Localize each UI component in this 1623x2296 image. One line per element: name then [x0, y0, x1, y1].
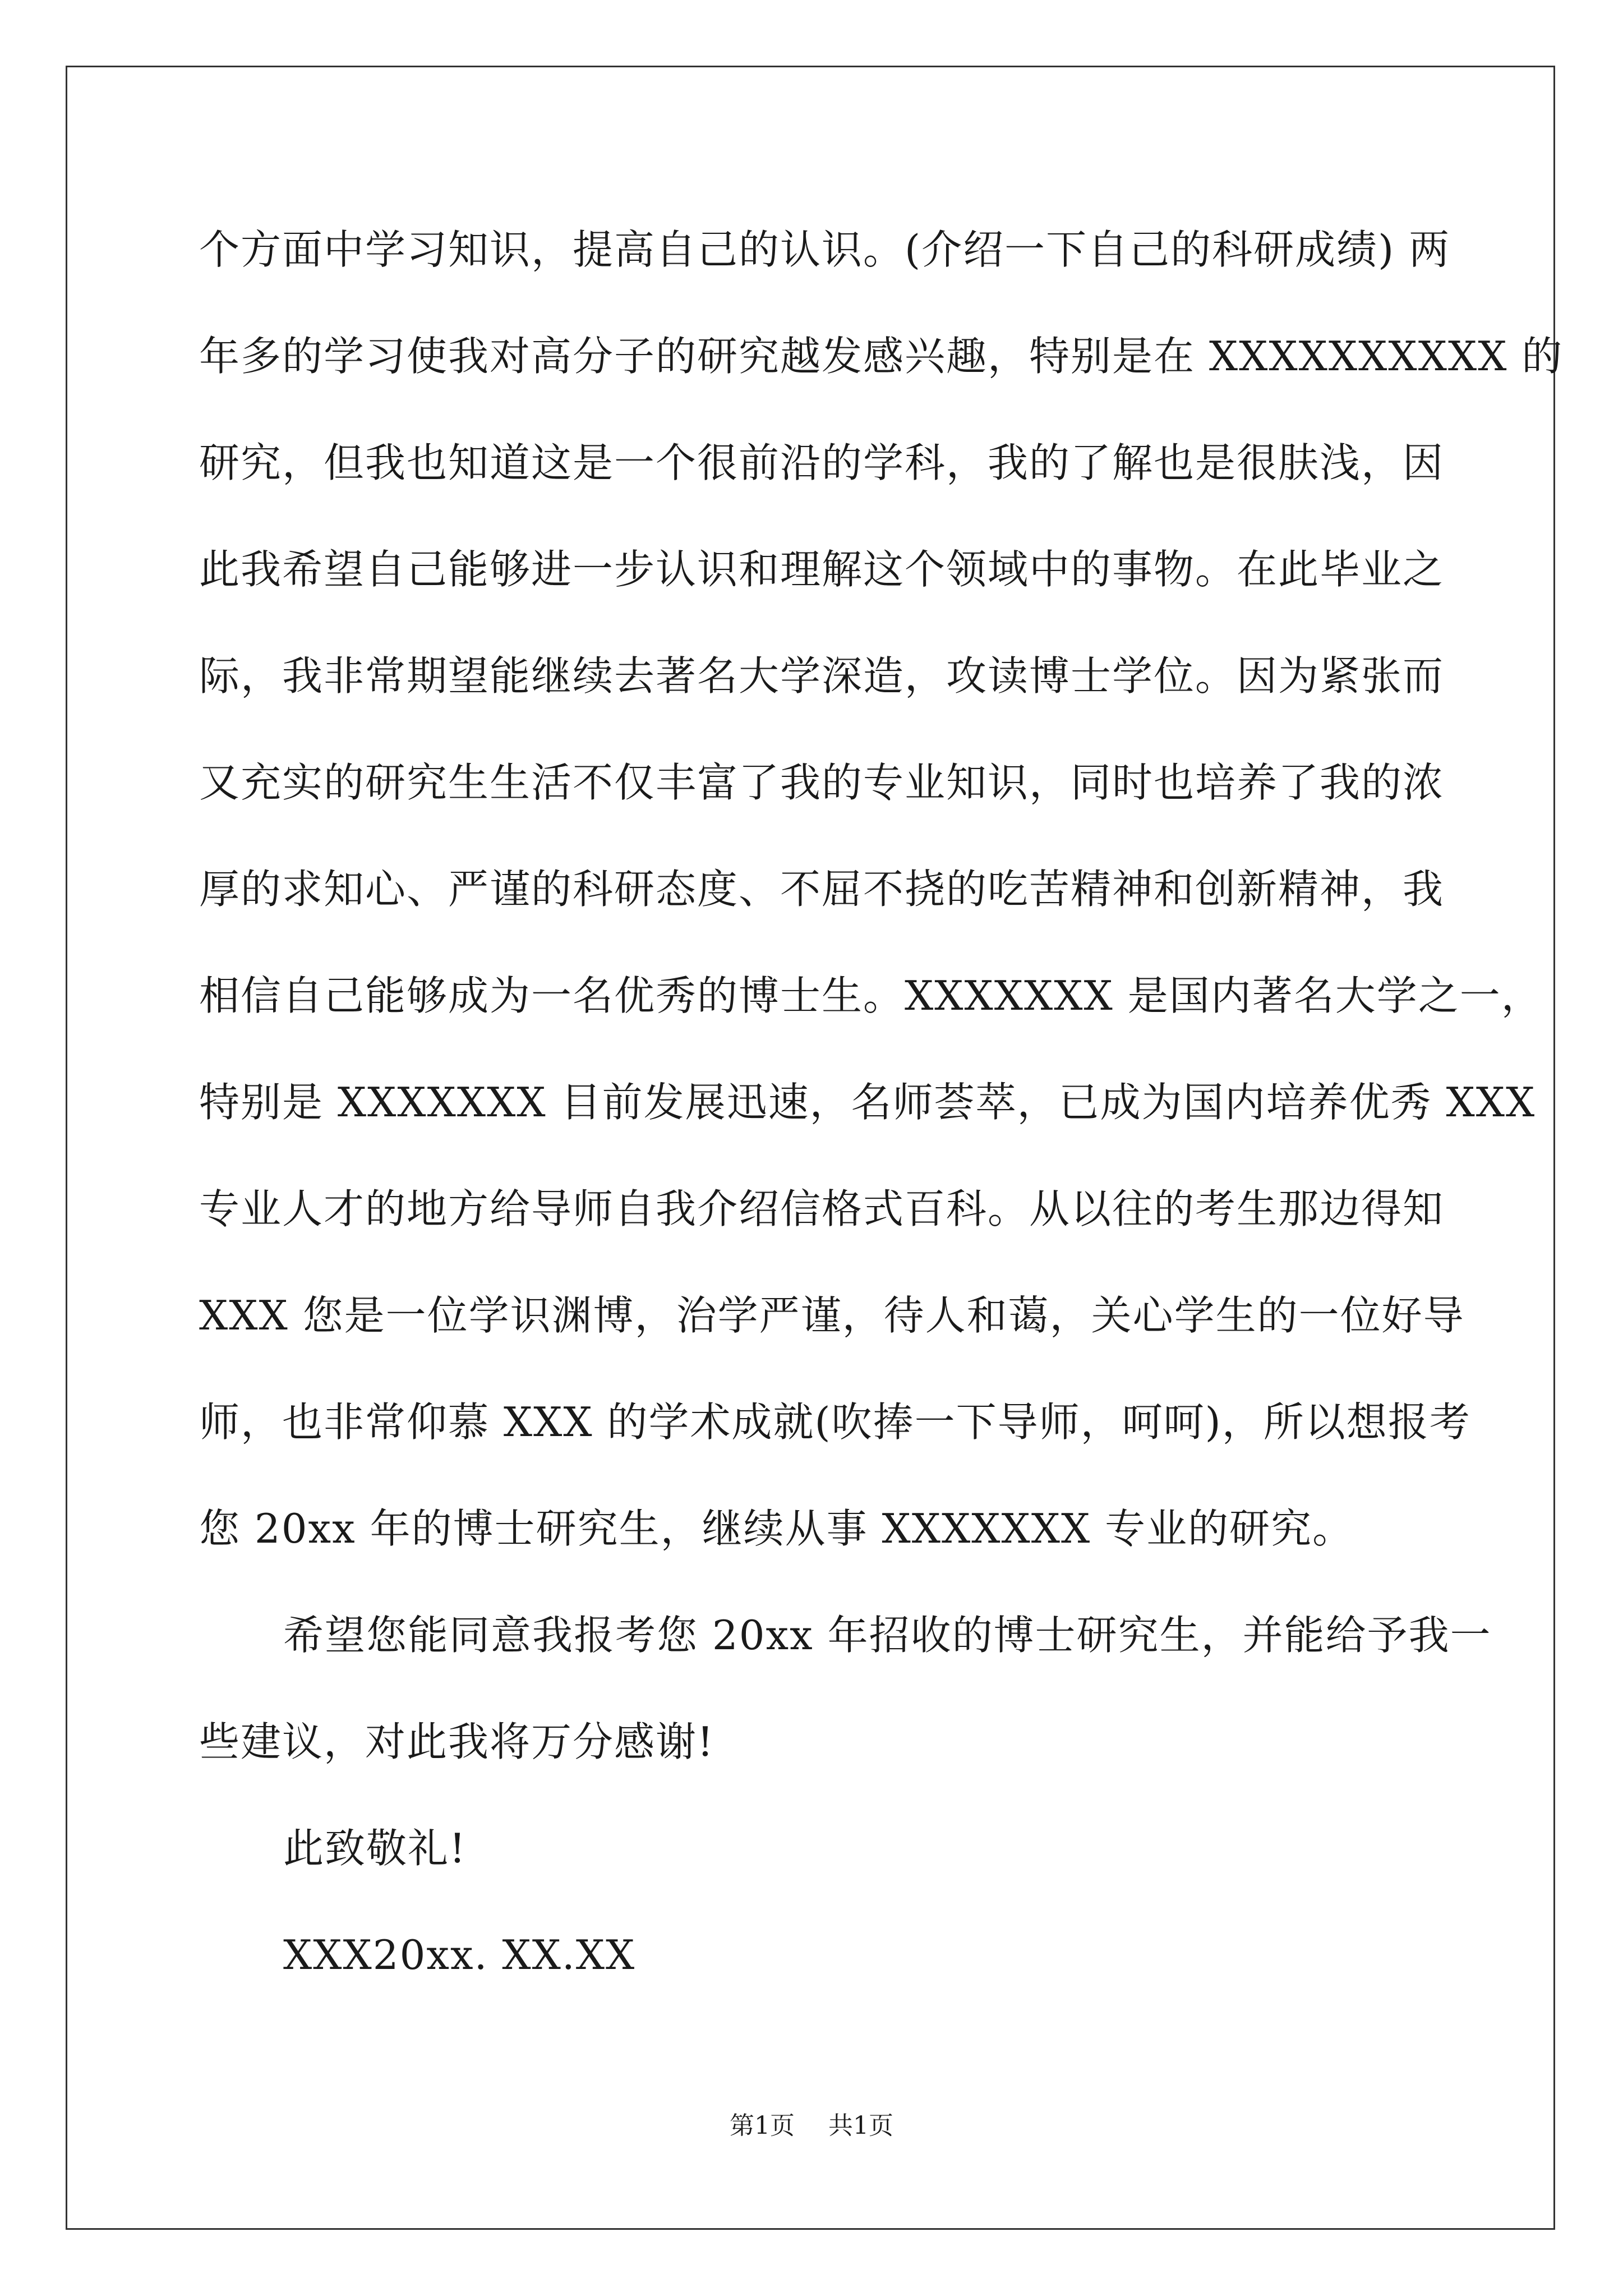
page-frame — [66, 66, 1555, 2230]
body-line-12: 师，也非常仰慕 XXX 的学术成就(吹捧一下导师，呵呵)，所以想报考 — [199, 1398, 1471, 1446]
body-line-7: 厚的求知心、严谨的科研态度、不屈不挠的吃苦精神和创新精神，我 — [199, 866, 1445, 913]
body-line-4: 此我希望自己能够进一步认识和理解这个领域中的事物。在此毕业之 — [199, 546, 1445, 593]
page-number-current: 第1页 — [730, 2111, 795, 2140]
body-line-3: 研究，但我也知道这是一个很前沿的学科，我的了解也是很肤浅，因 — [199, 439, 1445, 486]
body-line-14: 希望您能同意我报考您 20xx 年招收的博士研究生，并能给予我一 — [283, 1612, 1492, 1659]
body-line-9: 特别是 XXXXXXX 目前发展迅速，名师荟萃，已成为国内培养优秀 XXX — [199, 1079, 1536, 1126]
body-line-8: 相信自己能够成为一名优秀的博士生。XXXXXXX 是国内著名大学之一， — [199, 972, 1543, 1019]
body-line-2: 年多的学习使我对高分子的研究越发感兴趣，特别是在 XXXXXXXXXX 的 — [199, 333, 1564, 380]
closing-salutation: 此致敬礼! — [283, 1825, 467, 1872]
body-line-13: 您 20xx 年的博士研究生，继续从事 XXXXXXX 专业的研究。 — [199, 1505, 1354, 1552]
body-line-11: XXX 您是一位学识渊博，治学严谨，待人和蔼，关心学生的一位好导 — [199, 1292, 1465, 1339]
page-footer — [0, 2109, 1623, 2143]
body-line-5: 际，我非常期望能继续去著名大学深造，攻读博士学位。因为紧张而 — [199, 652, 1445, 700]
body-line-10: 专业人才的地方给导师自我介绍信格式百科。从以往的考生那边得知 — [199, 1185, 1445, 1232]
body-line-6: 又充实的研究生生活不仅丰富了我的专业知识，同时也培养了我的浓 — [199, 759, 1445, 806]
signature-date: XXX20xx. XX.XX — [283, 1931, 636, 1978]
body-line-1: 个方面中学习知识，提高自己的认识。(介绍一下自己的科研成绩) 两 — [199, 226, 1451, 273]
page-number-total: 共1页 — [828, 2111, 893, 2140]
body-line-15: 些建议，对此我将万分感谢! — [199, 1718, 714, 1765]
